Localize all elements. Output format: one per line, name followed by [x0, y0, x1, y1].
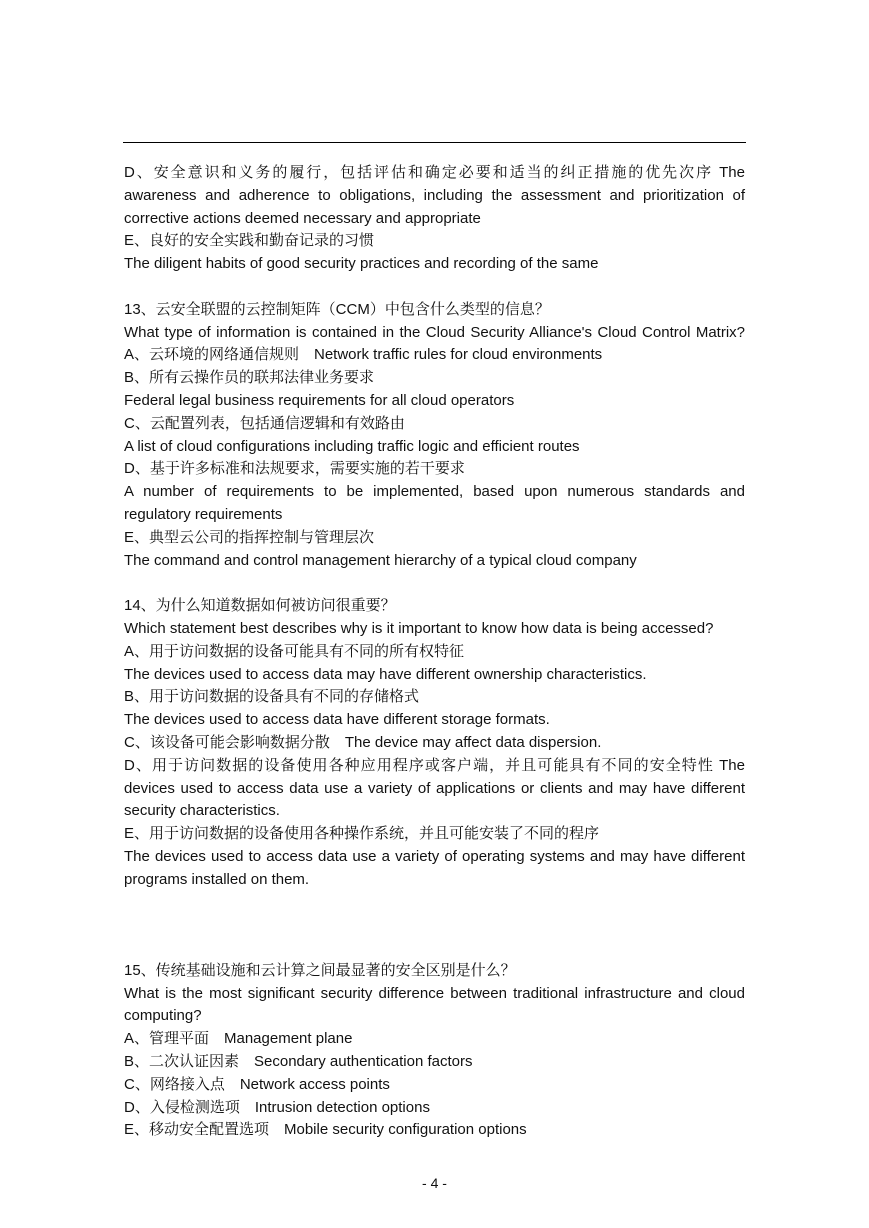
q15-option-b: B、二次认证因素 Secondary authentication factors [124, 1053, 473, 1071]
q14-title-en: Which statement best describes why is it important to know how data is being accessed? [124, 619, 714, 637]
q15-option-c: C、网络接入点 Network access points [124, 1075, 390, 1093]
q14-option-a-en: The devices used to access data may have different ownership characteristics. [124, 665, 647, 683]
q14-option-e-zh: E、用于访问数据的设备使用各种操作系统，并且可能安装了不同的程序 [124, 825, 600, 843]
header-rule [123, 142, 746, 143]
q13-option-c-zh: C、云配置列表，包括通信逻辑和有效路由 [124, 414, 405, 432]
q13-option-d-en-1: A number of requirements to be implemented, based upon numerous standards and [124, 483, 745, 501]
q15-title-zh: 15、传统基础设施和云计算之间最显著的安全区别是什么？ [124, 961, 516, 979]
page-number: - 4 - [422, 1175, 447, 1191]
q13-title-zh: 13、云安全联盟的云控制矩阵（CCM）中包含什么类型的信息？ [124, 300, 550, 318]
q13-option-a: A、云环境的网络通信规则 Network traffic rules for cloud environments [124, 346, 603, 364]
q14-option-d-2: devices used to access data use a variety of applications or clients and may have different [124, 779, 745, 797]
option-e-zh: E、良好的安全实践和勤奋记录的习惯 [124, 232, 375, 250]
q14-option-e-en-1: The devices used to access data use a variety of operating systems and may have different [124, 847, 745, 865]
q14-option-a-zh: A、用于访问数据的设备可能具有不同的所有权特征 [124, 642, 465, 660]
q14-option-b-en: The devices used to access data have different storage formats. [124, 711, 550, 729]
q14-option-d-3: security characteristics. [124, 802, 280, 820]
q15-option-d: D、入侵检测选项 Intrusion detection options [124, 1098, 430, 1116]
option-d-line-2: awareness and adherence to obligations, including the assessment and prioritization of [124, 186, 745, 204]
option-d-line-3: corrective actions deemed necessary and appropriate [124, 209, 481, 227]
q14-option-b-zh: B、用于访问数据的设备具有不同的存储格式 [124, 688, 420, 706]
q13-option-d-zh: D、基于许多标准和法规要求，需要实施的若干要求 [124, 460, 465, 478]
q14-option-e-en-2: programs installed on them. [124, 870, 310, 888]
q13-option-b-zh: B、所有云操作员的联邦法律业务要求 [124, 369, 375, 387]
option-e-en: The diligent habits of good security practices and recording of the same [124, 255, 599, 273]
q13-option-c-en: A list of cloud configurations including traffic logic and efficient routes [124, 437, 580, 455]
option-d-line-1: D、安全意识和义务的履行，包括评估和确定必要和适当的纠正措施的优先次序 The [124, 164, 745, 181]
q13-option-e-zh: E、典型云公司的指挥控制与管理层次 [124, 528, 375, 546]
q14-option-c: C、该设备可能会影响数据分散 The device may affect data dispersion. [124, 733, 602, 751]
q15-option-a: A、管理平面 Management plane [124, 1030, 353, 1048]
q13-option-e-en: The command and control management hierarchy of a typical cloud company [124, 551, 637, 569]
q14-option-d-1: D、用于访问数据的设备使用各种应用程序或客户端，并且可能具有不同的安全特性 The [124, 756, 745, 774]
q14-title-zh: 14、为什么知道数据如何被访问很重要？ [124, 597, 396, 615]
q13-title-en: What type of information is contained in the Cloud Security Alliance's Cloud Control Matrix? [124, 323, 745, 341]
page-content [124, 162, 745, 1142]
q15-title-en-1: What is the most significant security difference between traditional infrastructure and cloud [124, 984, 745, 1002]
q13-option-b-en: Federal legal business requirements for all cloud operators [124, 391, 515, 409]
q13-option-d-en-2: regulatory requirements [124, 505, 283, 523]
q15-title-en-2: computing? [124, 1007, 202, 1025]
q15-option-e: E、移动安全配置选项 Mobile security configuration options [124, 1121, 527, 1139]
